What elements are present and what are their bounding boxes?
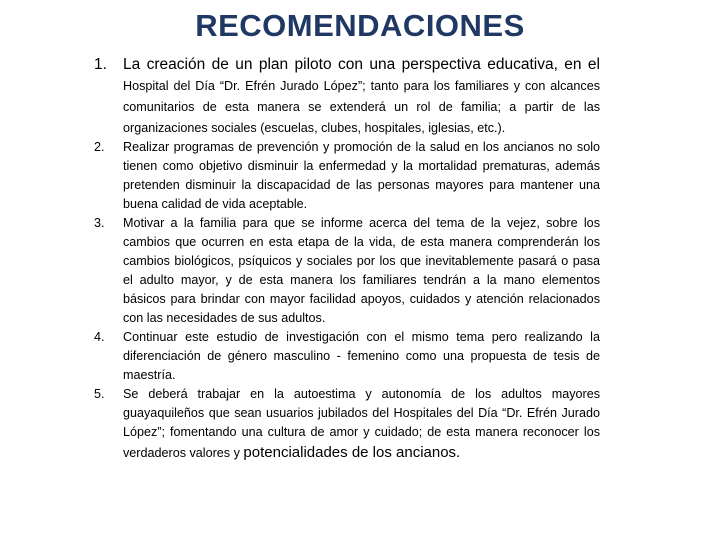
item-text: Realizar programas de prevención y promoción de la salud en los ancianos no solo tienen como objetivo disminuir la enfermedad y la mortalidad prematuras, además pretenden disminuir la discapacidad de las personas mayores para mantener una buena calidad de vida aceptable. [123, 140, 600, 211]
page-title: RECOMENDACIONES [195, 8, 525, 43]
recommendations-list [92, 54, 600, 464]
item-text-lead: La creación de un plan piloto con una perspectiva educativa, en el [123, 56, 600, 73]
list-item [92, 138, 600, 214]
item-number: 5. [94, 387, 105, 401]
item-text: Se deberá trabajar en la autoestima y autonomía de los adultos mayores guayaquileños que sean usuarios jubilados del Hospitales del Día “Dr. Efrén Jurado López”; fomentando una cultura de amor y cuidado; de esta manera reconocer los verdaderos valores y [123, 387, 600, 460]
item-number: 3. [94, 216, 105, 230]
list-item [92, 328, 600, 385]
list-item [92, 54, 600, 138]
item-number: 1. [94, 56, 107, 73]
item-text-tail: potencialidades de los ancianos. [243, 444, 461, 461]
item-number: 4. [94, 330, 105, 344]
item-text: Motivar a la familia para que se informe acerca del tema de la vejez, sobre los cambios que ocurren en esta etapa de la vida, de esta manera comprenderán los cambios biológicos, psíquicos y sociales por los que inevitablemente pasará o pasa el adulto mayor, y de esta manera los familiares tendrán a la mano elementos básicos para brindar con mayor facilidad apoyos, cuidados y atención relacionados con las necesidades de sus adultos. [123, 216, 600, 325]
list-item [92, 385, 600, 464]
item-text: Hospital del Día “Dr. Efrén Jurado López”; tanto para los familiares y con alcances comunitarios de esta manera se extenderá un rol de familia; a partir de las organizaciones sociales (escuelas, clubes, hospitales, iglesias, etc.). [123, 79, 600, 135]
item-text: Continuar este estudio de investigación con el mismo tema pero realizando la diferenciación de género masculino - femenino como una propuesta de tesis de maestría. [123, 330, 600, 382]
item-number: 2. [94, 140, 105, 154]
list-item [92, 214, 600, 328]
